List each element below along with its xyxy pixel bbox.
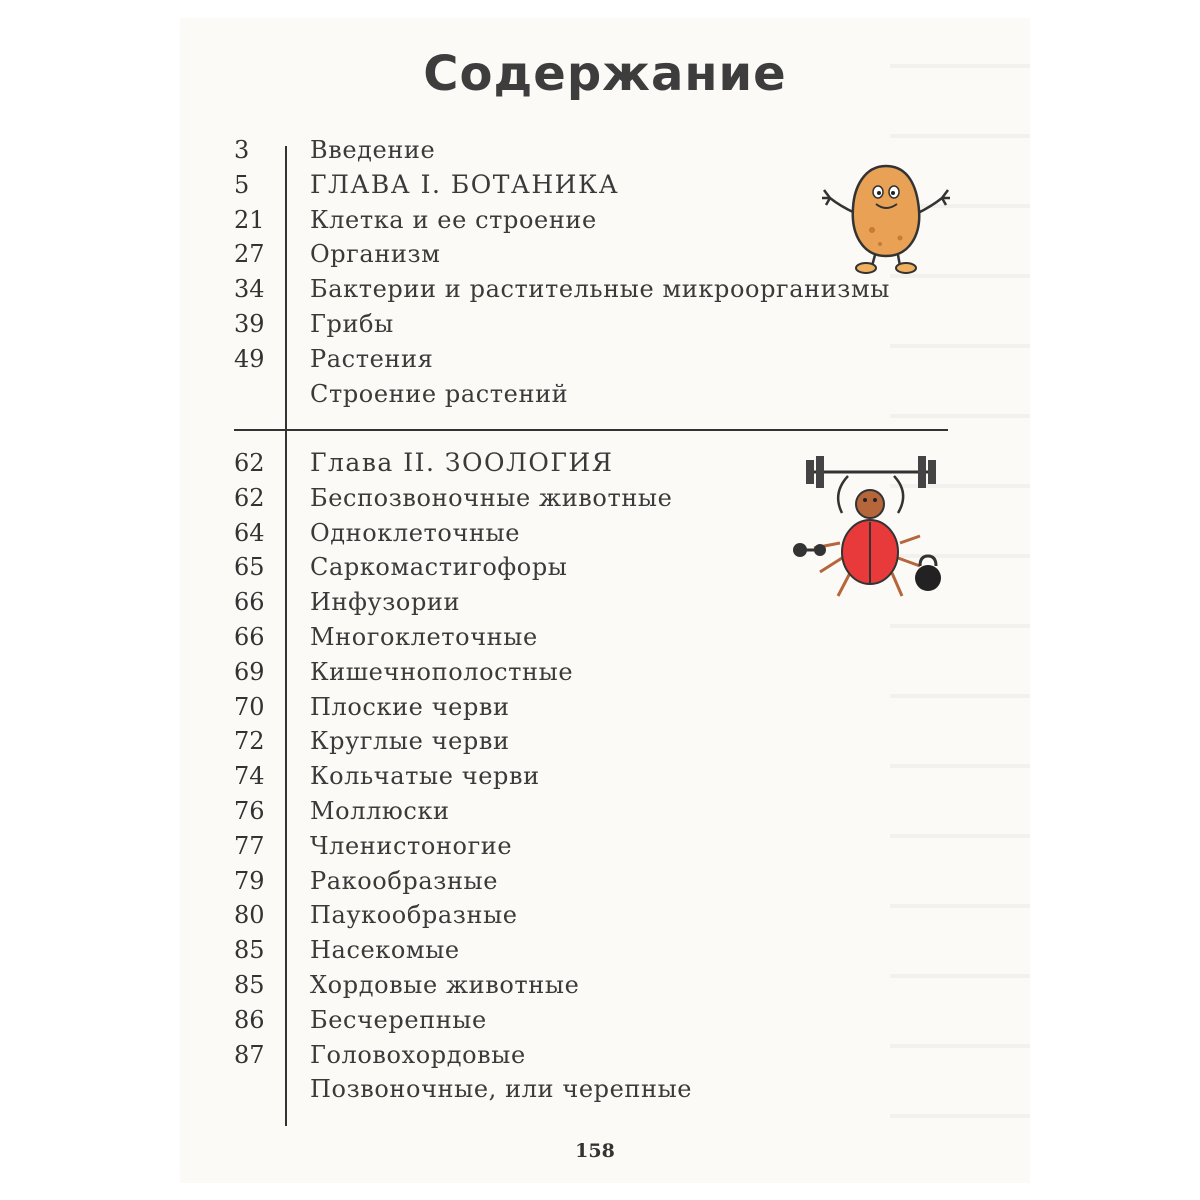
toc-page-number: 66: [234, 588, 265, 617]
toc-page-number: 85: [234, 970, 265, 999]
toc-page-number: 74: [234, 762, 265, 791]
beetle-weightlifter-icon: [792, 448, 952, 608]
toc-entry-title: Насекомые: [310, 936, 460, 965]
toc-page-number: 66: [234, 622, 265, 651]
toc-entry-title: Членистоногие: [310, 831, 513, 860]
toc-page-number: 76: [234, 796, 265, 825]
toc-entry-title: Организм: [310, 240, 441, 269]
toc-page-number: 79: [234, 866, 265, 895]
toc-entry-title: Ракообразные: [310, 866, 499, 895]
toc-entry-title: Бактерии и растительные микроорганизмы: [310, 275, 890, 304]
column-divider-top: [285, 146, 287, 429]
toc-entry-title: Одноклеточные: [310, 518, 521, 547]
toc-entry-title: Плоские черви: [310, 692, 510, 721]
column-divider-bottom: [285, 431, 287, 1126]
toc-page-number: 39: [234, 309, 265, 338]
toc-entry-title: Позвоночные, или черепные: [310, 1075, 693, 1104]
toc-page-number: 49: [234, 344, 265, 373]
toc-entry-title: Инфузории: [310, 588, 461, 617]
toc-entry-title: ГЛАВА I. БОТАНИКА: [310, 169, 620, 199]
book-page: [180, 18, 1030, 1183]
toc-page-number: 21: [234, 205, 265, 234]
toc-page-number: 64: [234, 518, 265, 547]
toc-entry-title: Многоклеточные: [310, 622, 538, 651]
toc-page-number: 34: [234, 275, 265, 304]
page-number: 158: [575, 1140, 615, 1162]
toc-entry-title: Круглые черви: [310, 727, 510, 756]
toc-entry-title: Хордовые животные: [310, 970, 580, 999]
page-title: Содержание: [423, 46, 787, 102]
toc-entry-title: Паукообразные: [310, 901, 518, 930]
toc-page-number: 72: [234, 727, 265, 756]
toc-page-number: 5: [234, 170, 250, 199]
toc-entry-title: Введение: [310, 136, 436, 164]
toc-page-number: 86: [234, 1005, 265, 1034]
toc-entry-title: Саркомастигофоры: [310, 553, 568, 582]
toc-page-number: 87: [234, 1040, 265, 1069]
toc-entry-title: Бесчерепные: [310, 1005, 487, 1034]
toc-entry-title: Клетка и ее строение: [310, 205, 597, 234]
toc-entry-title: Кишечнополостные: [310, 657, 574, 686]
toc-entry-title: Головохордовые: [310, 1040, 526, 1069]
toc-page-number: 70: [234, 692, 265, 721]
toc-page-number: 3: [234, 136, 250, 164]
toc-entry-title: Глава II. ЗООЛОГИЯ: [310, 448, 614, 477]
toc-page-number: 62: [234, 483, 265, 512]
toc-page-number: 62: [234, 449, 265, 477]
toc-entry-title: Кольчатые черви: [310, 762, 540, 791]
toc-entry-title: Растения: [310, 344, 434, 373]
toc-page-number: 80: [234, 901, 265, 930]
potato-character-icon: [820, 158, 955, 278]
toc-entry-title: Строение растений: [310, 379, 569, 408]
section-divider: [234, 429, 948, 431]
toc-entry-title: Грибы: [310, 309, 394, 338]
toc-entry-title: Беспозвоночные животные: [310, 483, 673, 512]
toc-entry-title: Моллюски: [310, 796, 450, 825]
toc-page-number: 77: [234, 831, 265, 860]
toc-page-number: 85: [234, 936, 265, 965]
toc-page-number: 65: [234, 553, 265, 582]
toc-page-number: 27: [234, 240, 265, 269]
toc-page-number: 69: [234, 657, 265, 686]
